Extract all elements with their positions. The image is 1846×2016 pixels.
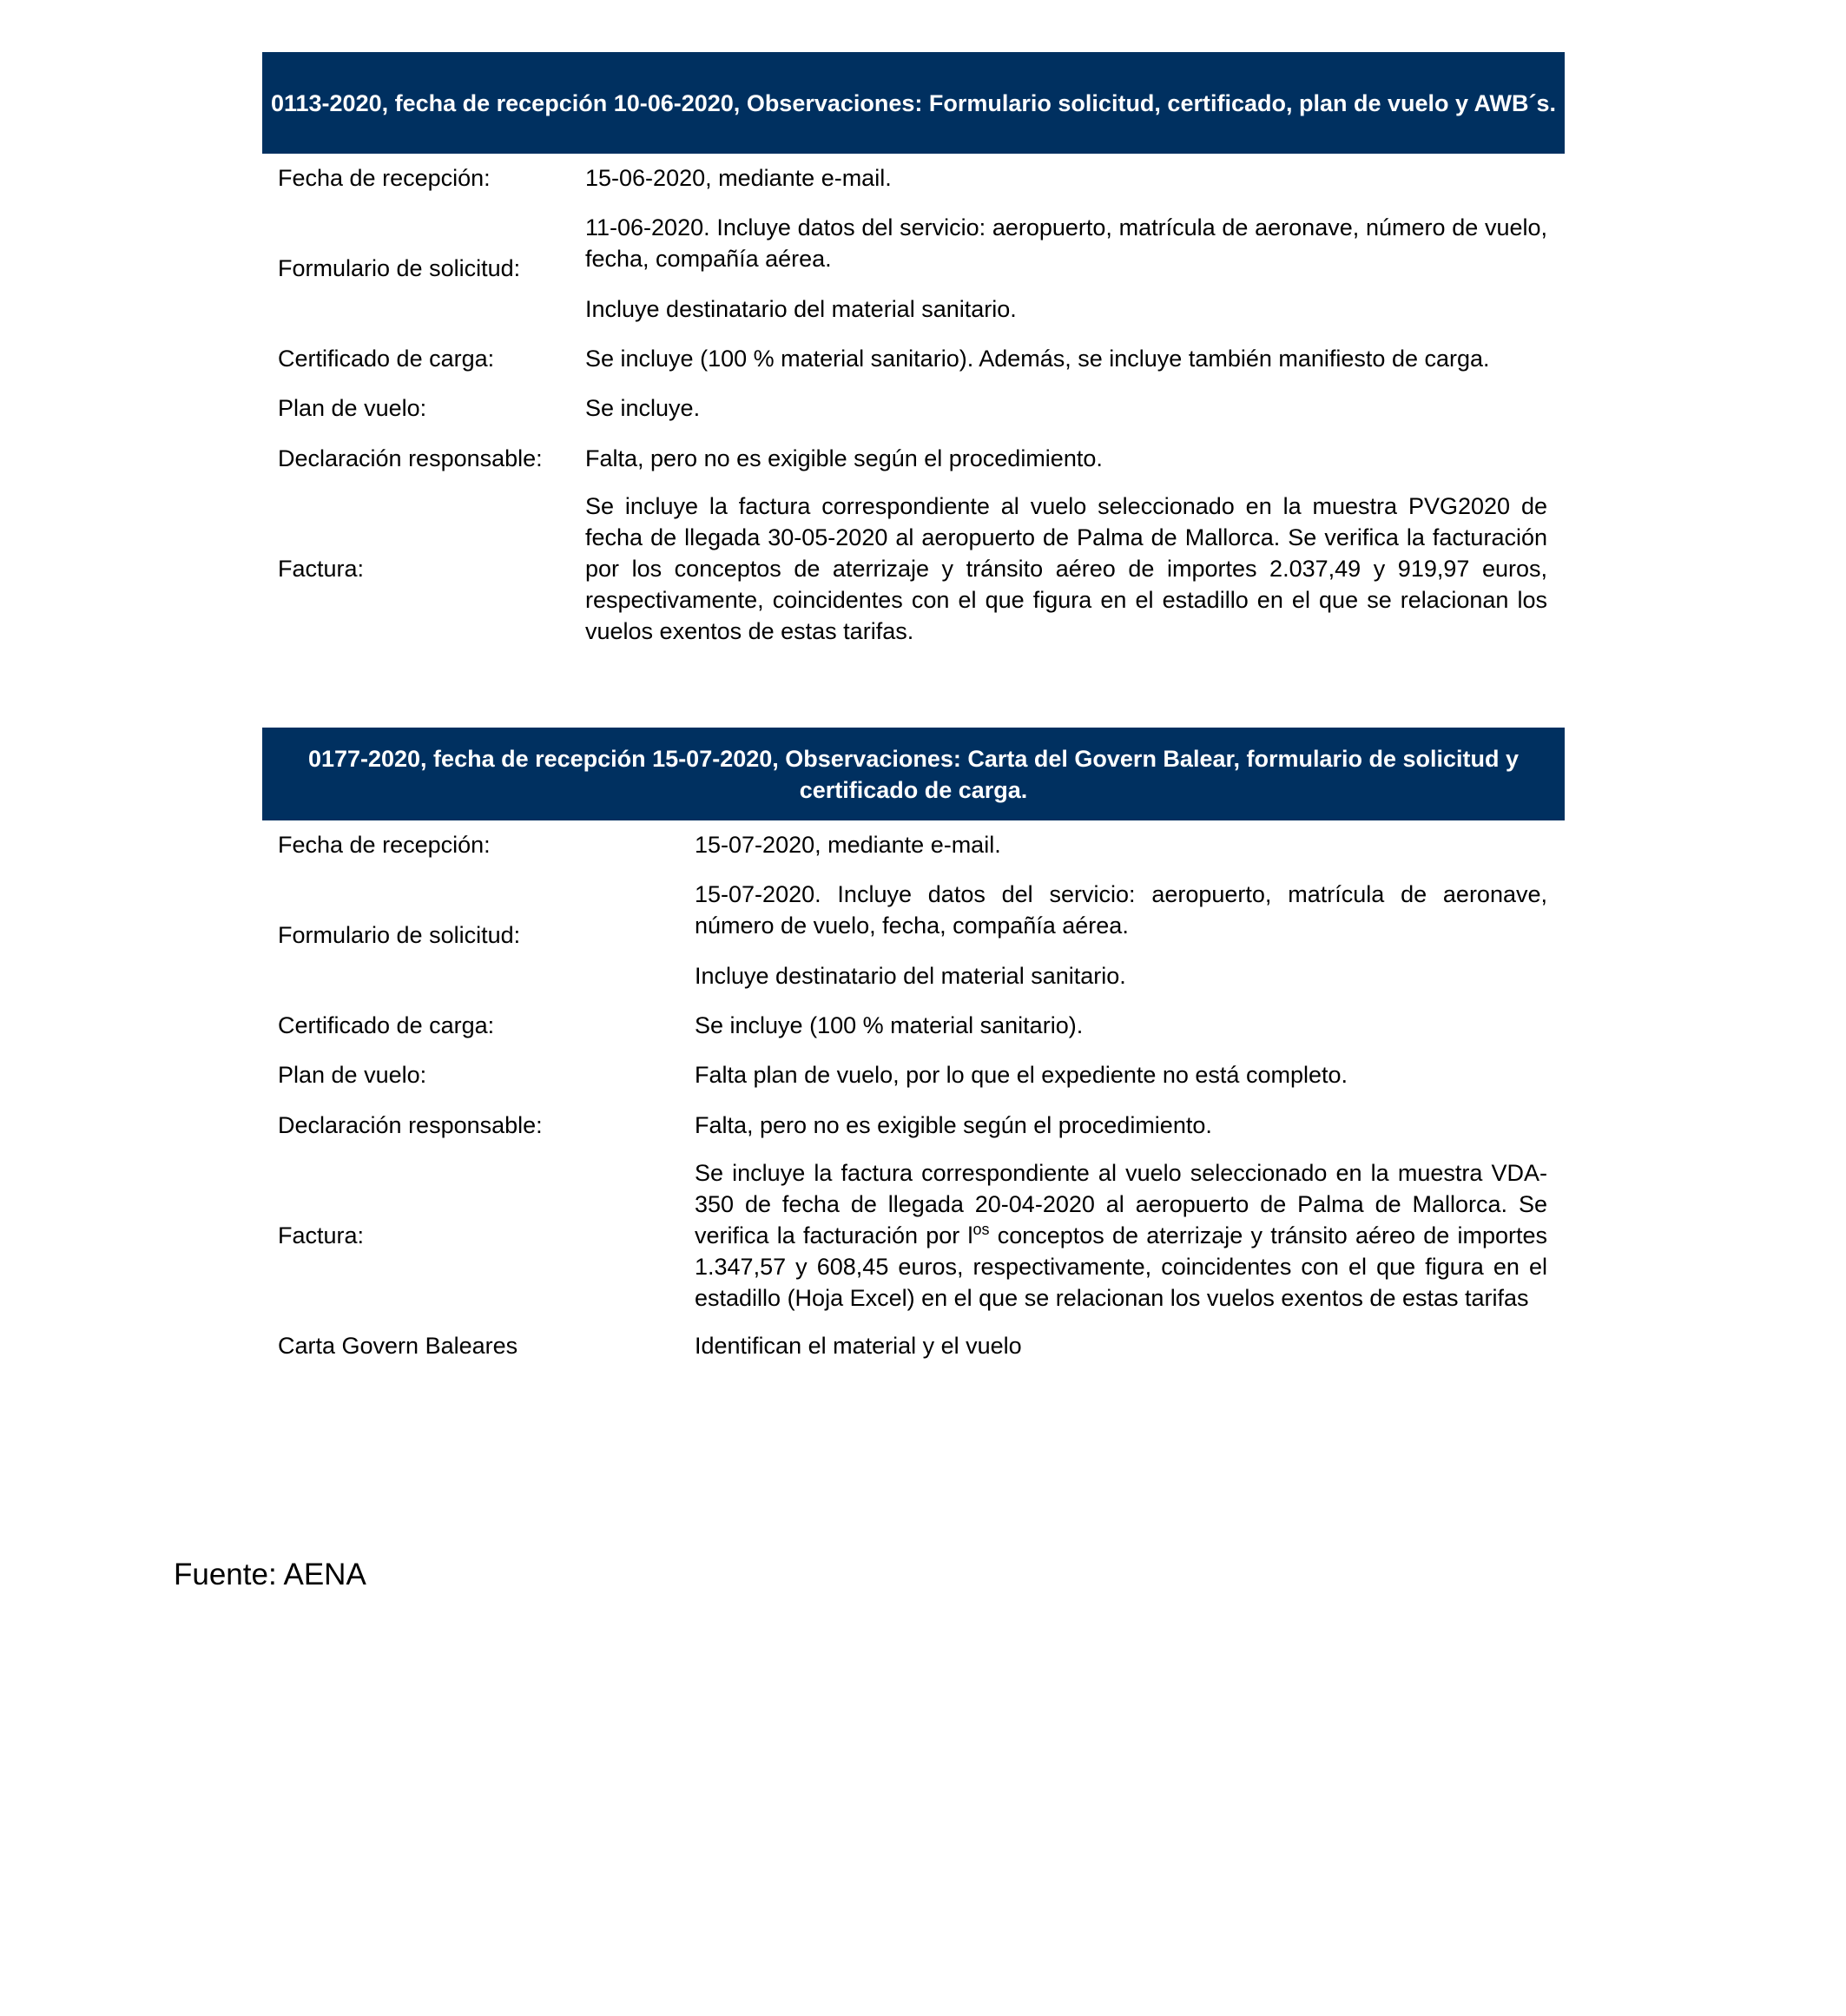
row-value-text: Se incluye (100 % material sanitario). Además, se incluye también manifiesto de carga.	[585, 346, 1490, 372]
table-row	[262, 154, 1565, 202]
row-label: Carta Govern Baleares	[278, 1333, 518, 1359]
row-value-text-part: Se incluye la factura correspondiente al vuelo seleccionado en la muestra VDA-350 de fecha de llegada 20-04-2020 al aeropuerto de Palma de Mallorca. Se verifica la facturación por l	[695, 1160, 1547, 1248]
record-table-0113	[262, 52, 1565, 654]
row-value	[695, 1059, 1565, 1090]
row-value	[695, 1157, 1565, 1314]
record-table-0177	[262, 728, 1565, 1371]
row-label: Certificado de carga:	[278, 1012, 495, 1038]
row-label: Plan de vuelo:	[278, 395, 427, 421]
table-row	[262, 869, 1565, 1001]
row-value-text: Falta, pero no es exigible según el procedimiento.	[585, 445, 1103, 471]
row-value-text: Identifican el material y el vuelo	[695, 1333, 1022, 1359]
table-header	[262, 728, 1565, 820]
table-header-line: certificado de carga.	[799, 776, 1028, 803]
table-row	[262, 334, 1565, 383]
row-label: Factura:	[278, 1222, 365, 1248]
row-value-text: Falta plan de vuelo, por lo que el expediente no está completo.	[695, 1062, 1348, 1088]
row-value	[695, 879, 1565, 992]
row-value	[585, 212, 1565, 325]
row-label: Formulario de solicitud:	[278, 255, 521, 281]
row-value	[585, 491, 1565, 647]
row-label: Declaración responsable:	[278, 445, 543, 471]
row-value-text: 15-06-2020, mediante e-mail.	[585, 165, 892, 191]
row-label: Plan de vuelo:	[278, 1062, 427, 1088]
table-row	[262, 383, 1565, 433]
row-label: Declaración responsable:	[278, 1112, 543, 1138]
row-value	[695, 829, 1565, 860]
row-label: Fecha de recepción:	[278, 832, 491, 858]
row-value	[585, 443, 1565, 474]
table-header	[262, 52, 1565, 154]
row-value-text: Incluye destinatario del material sanitario.	[695, 963, 1126, 989]
table-row	[262, 1001, 1565, 1050]
row-value	[585, 392, 1565, 424]
row-value	[695, 1110, 1565, 1141]
table-row	[262, 202, 1565, 334]
row-value-text: Incluye destinatario del material sanitario.	[585, 296, 1017, 322]
row-value	[695, 1330, 1565, 1361]
table-row	[262, 433, 1565, 484]
row-value-text-part: conceptos de aterrizaje y tránsito aéreo de importes 1.347,57 y 608,45 euros, respectivamente, coincidentes con el que figura en el estadillo (Hoja Excel) en el que se relacionan los vuelos exentos de estas tarifas	[695, 1222, 1547, 1311]
table-row	[262, 1100, 1565, 1150]
superscript-text: os	[972, 1221, 990, 1238]
row-label: Factura:	[278, 556, 365, 582]
row-value-text: Se incluye.	[585, 395, 701, 421]
table-row	[262, 820, 1565, 869]
row-value-text	[695, 1157, 1547, 1314]
row-value-text: Se incluye (100 % material sanitario).	[695, 1012, 1084, 1038]
row-value	[585, 162, 1565, 194]
row-label: Fecha de recepción:	[278, 165, 491, 191]
row-value-text: 11-06-2020. Incluye datos del servicio: aeropuerto, matrícula de aeronave, número de vuelo, fecha, compañía aérea.	[585, 214, 1547, 272]
row-value-text: 15-07-2020. Incluye datos del servicio: aeropuerto, matrícula de aeronave, número de vuelo, fecha, compañía aérea.	[695, 881, 1547, 939]
source-note: Fuente: AENA	[174, 1558, 366, 1591]
row-label: Certificado de carga:	[278, 346, 495, 372]
row-value-text: Falta, pero no es exigible según el procedimiento.	[695, 1112, 1212, 1138]
table-row	[262, 1050, 1565, 1100]
row-value-text: Se incluye la factura correspondiente al vuelo seleccionado en la muestra PVG2020 de fecha de llegada 30-05-2020 al aeropuerto de Palma de Mallorca. Se verifica la facturación por los conceptos de aterrizaje y tránsito aéreo de importes 2.037,49 y 919,97 euros, respectivamente, coincidentes con el que figura en el estadillo en el que se relacionan los vuelos exentos de estas tarifas.	[585, 493, 1547, 644]
table-header-text: 0113-2020, fecha de recepción 10-06-2020, Observaciones: Formulario solicitud, certificado, plan de vuelo y AWB´s.	[270, 89, 1557, 116]
table-row	[262, 1150, 1565, 1321]
row-value	[695, 1010, 1565, 1041]
table-row	[262, 484, 1565, 654]
row-value-text: 15-07-2020, mediante e-mail.	[695, 832, 1001, 858]
table-row	[262, 1321, 1565, 1371]
row-label: Formulario de solicitud:	[278, 922, 521, 948]
row-value	[585, 343, 1565, 374]
table-header-line: 0177-2020, fecha de recepción 15-07-2020, Observaciones: Carta del Govern Balear, formulario de solicitud y	[307, 745, 1520, 772]
